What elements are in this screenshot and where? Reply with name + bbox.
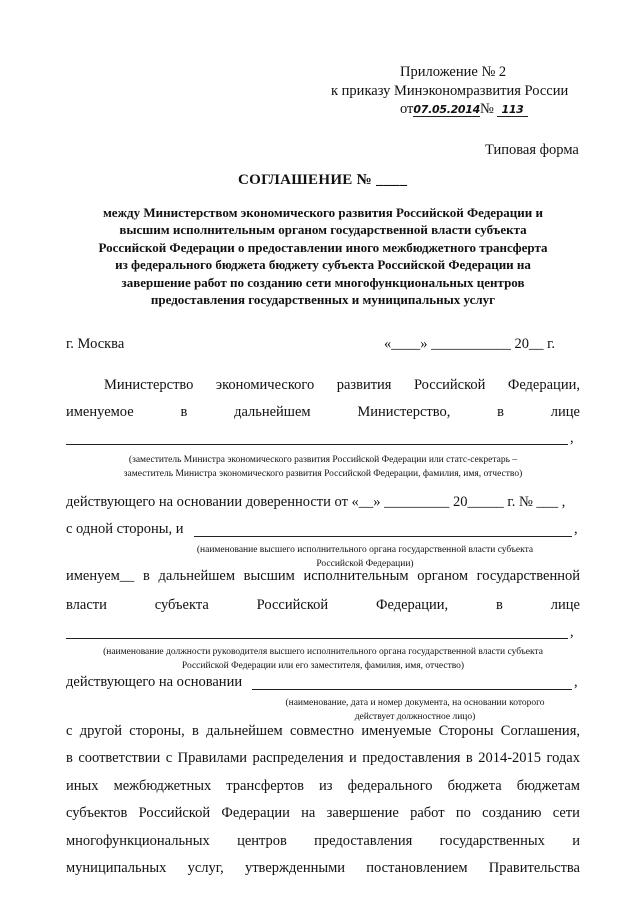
word: работ	[410, 805, 445, 821]
word: муниципальных	[66, 860, 167, 876]
word: Министерство	[104, 377, 194, 393]
word: именуемое	[66, 404, 134, 420]
subtitle-line: предоставления государственных и муниципальных услуг	[150, 292, 496, 308]
subtitle-line: завершение работ по созданию сети многофункциональных центров	[121, 274, 525, 290]
word: Министерство,	[357, 404, 451, 420]
word: субъектов	[66, 805, 128, 821]
official-blank-line	[66, 638, 568, 639]
word: Российской	[256, 597, 329, 613]
word: иных	[66, 778, 99, 794]
para3-line4	[66, 805, 580, 822]
representative-blank-line	[66, 444, 568, 445]
order-date-line	[400, 101, 528, 118]
note-line: (наименование высшего исполнительного органа государственной власти субъекта	[196, 545, 534, 555]
comma: ,	[570, 624, 574, 640]
word: развития	[336, 377, 392, 393]
order-reference: к приказу Минэкономразвития России	[331, 83, 569, 99]
word: государственных	[439, 833, 545, 849]
word: завершение	[326, 805, 399, 821]
note-line: заместитель Министра экономического развития Российской Федерации, фамилия, имя, отчество)	[123, 468, 523, 479]
para1-line2	[66, 404, 580, 421]
word: лице	[550, 404, 580, 420]
proxy-line: действующего на основании доверенности от «__» _________ 20_____ г. № ___ ,	[66, 494, 566, 510]
word: Правительства	[488, 860, 580, 876]
subtitle-line: Российской Федерации о предоставлении иного межбюджетного трансферта	[98, 239, 548, 255]
one-side: с одной стороны, и	[66, 521, 184, 537]
word: Федерации,	[376, 597, 449, 613]
comma: ,	[570, 430, 574, 446]
word: в	[497, 404, 505, 420]
para3-line6	[66, 860, 580, 877]
basis-blank-line	[252, 689, 572, 690]
word: власти	[66, 597, 107, 613]
word: межбюджетных	[113, 778, 212, 794]
note-line: (заместитель Министра экономического развития Российской Федерации или статс-секретарь –	[128, 455, 518, 465]
word: Российской	[138, 805, 211, 821]
word: федерального	[347, 778, 433, 794]
para3-line1: с другой стороны, в дальнейшем совместно именуемые Стороны Соглашения,	[66, 723, 580, 739]
official-note	[66, 646, 580, 673]
form-type: Типовая форма	[485, 142, 579, 158]
note-line: Российской Федерации или его заместителя, фамилия, имя, отчество)	[181, 660, 465, 671]
word: постановлением	[366, 860, 468, 876]
subtitle-line: из федерального бюджета бюджету субъекта Российской Федерации на	[115, 257, 531, 273]
para1-line1	[104, 377, 580, 394]
para2-line1: именуем__ в дальнейшем высшим исполнительным органом государственной	[66, 568, 580, 584]
word: бюджетам	[516, 778, 580, 794]
word: лице	[550, 597, 580, 613]
para3-line2: в соответствии с Правилами распределения и предоставления в 2014-2015 годах	[66, 750, 580, 766]
place: г. Москва	[66, 336, 125, 352]
para2-line2	[66, 597, 580, 614]
date-blank: «____» ___________ 20__ г.	[384, 336, 556, 352]
agreement-title: СОГЛАШЕНИЕ № ____	[238, 172, 408, 188]
word: в	[180, 404, 188, 420]
appendix-label: Приложение № 2	[400, 64, 507, 80]
executive-body-note	[150, 544, 580, 571]
word: и	[572, 833, 580, 849]
handwritten-number: 113	[497, 103, 527, 117]
date-prefix: от	[400, 101, 414, 117]
note-line: (наименование должности руководителя высшего исполнительного органа государственной власти субъекта	[103, 647, 543, 657]
word: трансфертов	[226, 778, 304, 794]
comma: ,	[574, 521, 578, 537]
word: из	[319, 778, 333, 794]
para3-line3	[66, 778, 580, 795]
number-prefix: №	[480, 101, 494, 117]
basis-note	[250, 697, 580, 724]
handwritten-date: 07.05.2014	[413, 103, 480, 116]
word: дальнейшем	[234, 404, 311, 420]
word: многофункциональных	[66, 833, 210, 849]
word: на	[301, 805, 316, 821]
word: утвержденными	[244, 860, 346, 876]
word: предоставления	[314, 833, 413, 849]
word: услуг,	[187, 860, 224, 876]
comma: ,	[574, 674, 578, 690]
word: сети	[552, 805, 580, 821]
basis-label: действующего на основании	[66, 674, 243, 690]
agreement-subtitle	[66, 204, 580, 308]
executive-body-blank-line	[194, 536, 572, 537]
word: Федерации,	[507, 377, 580, 393]
representative-note	[66, 454, 580, 481]
para3-line5	[66, 833, 580, 850]
word: Федерации	[221, 805, 290, 821]
note-line: (наименование, дата и номер документа, на основании которого	[285, 698, 545, 708]
word: по	[455, 805, 471, 821]
word: центров	[237, 833, 287, 849]
word: Российской	[413, 377, 486, 393]
word: субъекта	[154, 597, 209, 613]
word: экономического	[215, 377, 315, 393]
word: созданию	[482, 805, 542, 821]
subtitle-line: высшим исполнительным органом государственной власти субъекта	[119, 222, 527, 238]
note-line: Российской Федерации)	[316, 558, 414, 569]
note-line: действует должностное лицо)	[354, 711, 476, 722]
subtitle-line: между Министерством экономического развития Российской Федерации и	[102, 205, 544, 220]
word: в	[496, 597, 503, 613]
word: бюджета	[447, 778, 502, 794]
